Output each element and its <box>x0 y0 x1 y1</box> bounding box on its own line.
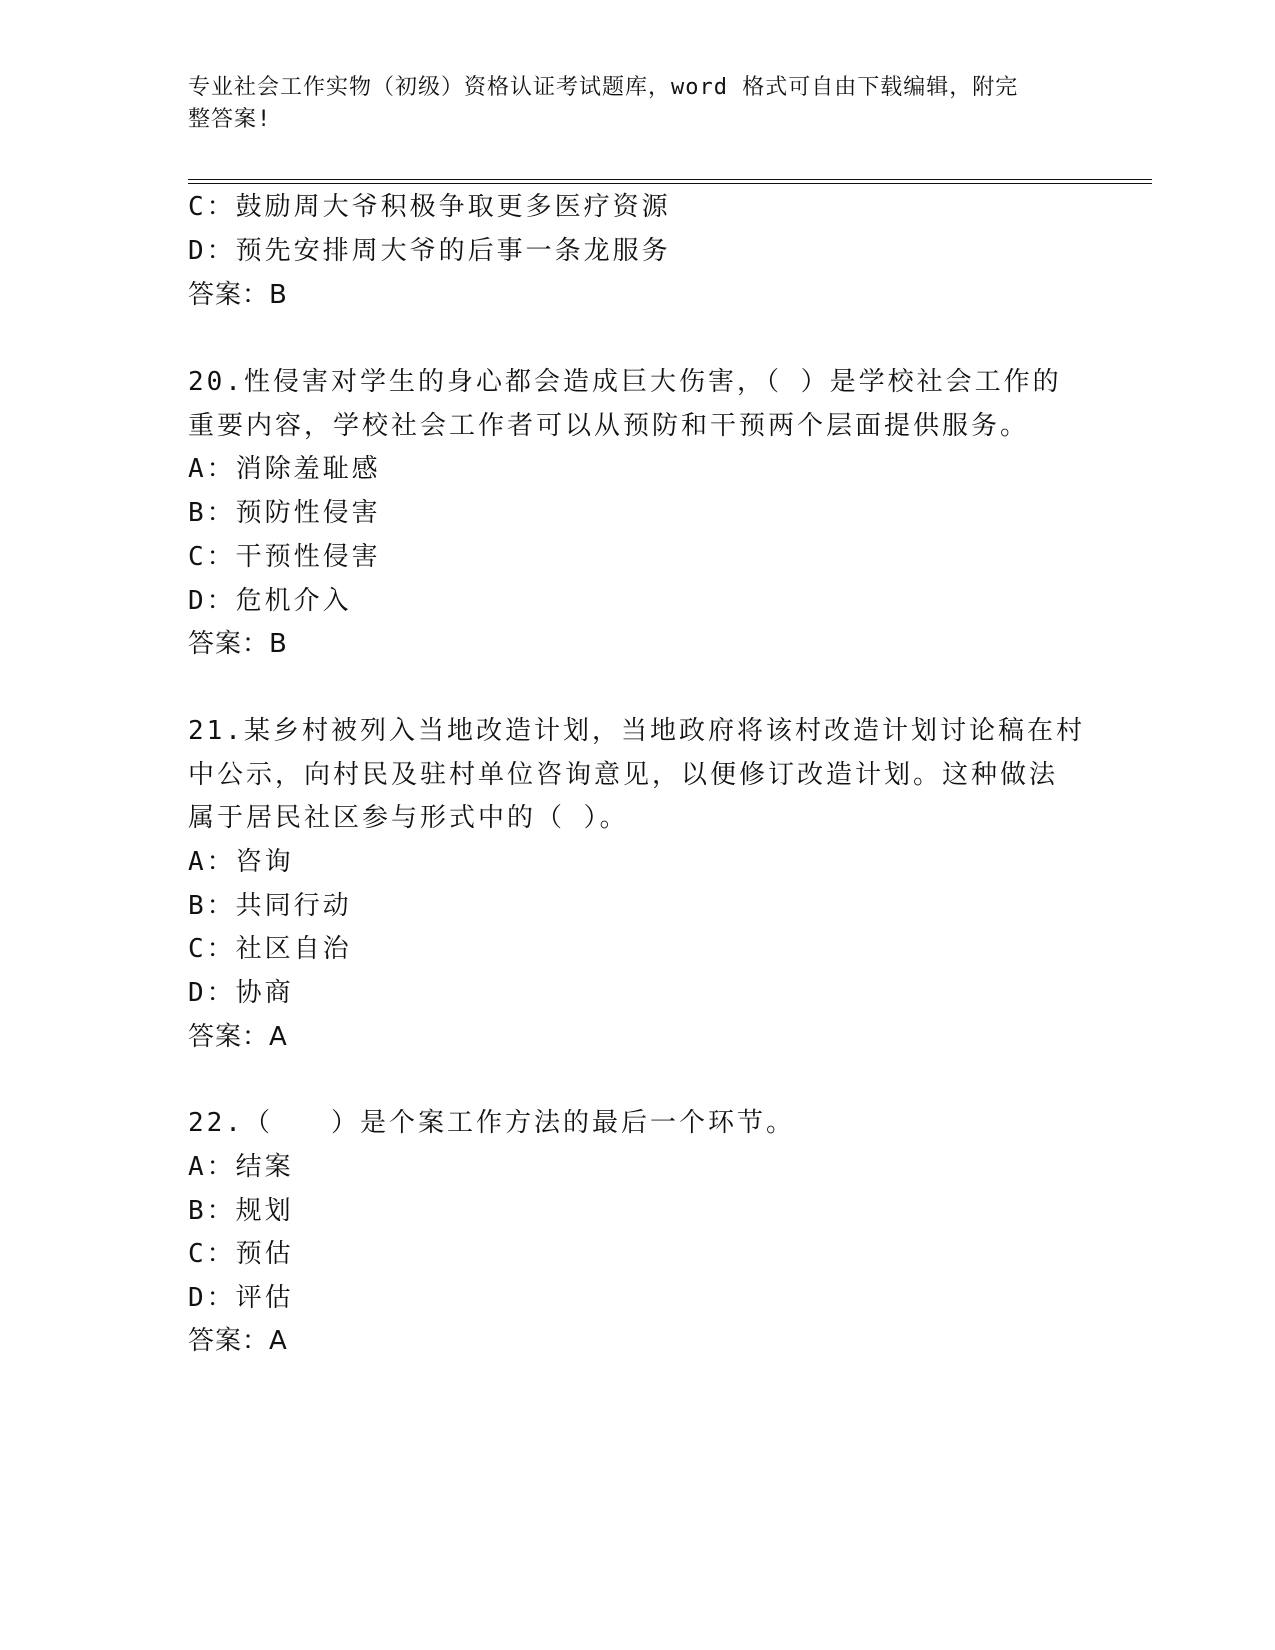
header-divider-top <box>188 179 1152 180</box>
option-b: B：共同行动 <box>188 891 352 921</box>
header-text <box>188 72 1088 136</box>
option-b: B：规划 <box>188 1196 294 1226</box>
option-d: D：危机介入 <box>188 586 352 616</box>
option-c: C：社区自治 <box>188 934 352 964</box>
option-a: A：消除羞耻感 <box>188 454 381 484</box>
option-d: D：预先安排周大爷的后事一条龙服务 <box>188 236 671 266</box>
header-line-2: 整答案! <box>188 107 272 132</box>
question-stem-line: 属于居民社区参与形式中的（ ）。 <box>188 803 629 833</box>
answer: 答案：B <box>188 280 288 310</box>
header-line-1: 专业社会工作实物（初级）资格认证考试题库，word 格式可自由下载编辑，附完 <box>188 75 1019 100</box>
question-stem-line: 22.（ ）是个案工作方法的最后一个环节。 <box>188 1108 795 1138</box>
option-c: C：干预性侵害 <box>188 542 381 572</box>
answer: 答案：B <box>188 629 288 659</box>
answer: 答案：A <box>188 1326 288 1356</box>
option-c: C：鼓励周大爷积极争取更多医疗资源 <box>188 192 671 222</box>
option-d: D：评估 <box>188 1283 294 1313</box>
question-stem-line: 中公示，向村民及驻村单位咨询意见，以便修订改造计划。这种做法 <box>188 760 1059 790</box>
option-d: D：协商 <box>188 978 294 1008</box>
question-stem-line: 21.某乡村被列入当地改造计划，当地政府将该村改造计划讨论稿在村 <box>188 716 1085 746</box>
option-b: B：预防性侵害 <box>188 498 381 528</box>
answer: 答案：A <box>188 1022 288 1052</box>
question-stem-line: 重要内容，学校社会工作者可以从预防和干预两个层面提供服务。 <box>188 411 1030 441</box>
option-c: C：预估 <box>188 1239 294 1269</box>
option-a: A：结案 <box>188 1152 294 1182</box>
option-a: A：咨询 <box>188 847 294 877</box>
header-divider-bottom <box>188 183 1152 184</box>
question-stem-line: 20.性侵害对学生的身心都会造成巨大伤害，（ ）是学校社会工作的 <box>188 367 1062 397</box>
